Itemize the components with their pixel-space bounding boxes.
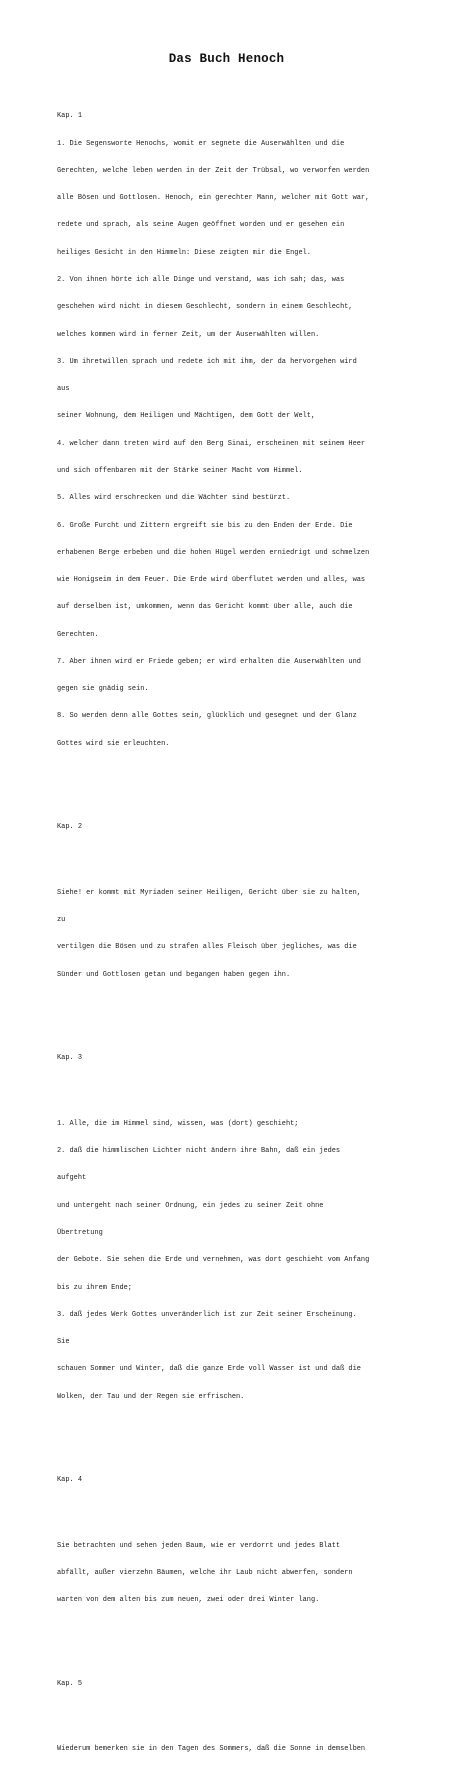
chapter-heading: Kap. 1 (57, 112, 82, 121)
text-line: erhabenen Berge erbeben und die hohen Hügel werden erniedrigt und schmelzen (57, 548, 370, 557)
text-line: aufgeht (57, 1174, 87, 1183)
text-line: 2. Von ihnen hörte ich alle Dinge und verstand, was ich sah; das, was (57, 275, 345, 284)
text-line: aus (57, 385, 70, 394)
chapter-heading: Kap. 3 (57, 1054, 82, 1063)
chapter-heading: Kap. 4 (57, 1476, 82, 1485)
text-line: bis zu ihrem Ende; (57, 1283, 132, 1292)
text-line: Wiederum bemerken sie in den Tagen des Sommers, daß die Sonne in demselben (57, 1745, 366, 1754)
text-line: zu (57, 916, 66, 925)
chapter-heading: Kap. 5 (57, 1680, 82, 1688)
text-line: vertilgen die Bösen und zu strafen alles Fleisch über jegliches, was die (57, 943, 357, 952)
text-line: redete und sprach, als seine Augen geöffnet worden und er gesehen ein (57, 221, 345, 230)
text-line: Wolken, der Tau und der Regen sie erfrischen. (57, 1392, 245, 1401)
text-line: 5. Alles wird erschrecken und die Wächter sind bestürzt. (57, 494, 291, 503)
text-line: geschehen wird nicht in diesem Geschlecht, sondern in einem Geschlecht, (57, 303, 353, 312)
text-line: Sie (57, 1338, 70, 1347)
text-line: alle Bösen und Gottlosen. Henoch, ein gerechter Mann, welcher mit Gott war, (57, 194, 370, 203)
text-line: 8. So werden denn alle Gottes sein, glücklich und gesegnet und der Glanz (57, 712, 357, 721)
text-line: der Gebote. Sie sehen die Erde und vernehmen, was dort geschieht vom Anfang (57, 1256, 370, 1265)
text-line: Sünder und Gottlosen getan und begangen haben gegen ihn. (57, 970, 291, 979)
section-gap (57, 1082, 402, 1102)
text-line: wie Honigseim in dem Feuer. Die Erde wird überflutet werden und alles, was (57, 576, 366, 585)
text-line: welches kommen wird in ferner Zeit, um der Auserwählten willen. (57, 330, 320, 339)
text-line: gegen sie gnädig sein. (57, 685, 149, 694)
text-line: warten von dem alten bis zum neuen, zwei oder drei Winter lang. (57, 1596, 320, 1605)
text-line: abfällt, außer vierzehn Bäumen, welche ihr Laub nicht abwerfen, sondern (57, 1569, 353, 1578)
section-gap (57, 767, 402, 787)
text-line: und sich offenbaren mit der Stärke seiner Macht vom Himmel. (57, 466, 303, 475)
text-line: Übertretung (57, 1228, 103, 1237)
text-line: heiliges Gesicht in den Himmeln: Diese zeigten mir die Engel. (57, 248, 311, 257)
text-line: 2. daß die himmlischen Lichter nicht ändern ihre Bahn, daß ein jedes (57, 1147, 341, 1156)
text-line: seiner Wohnung, dem Heiligen und Mächtigen, dem Gott der Welt, (57, 412, 316, 421)
text-line: 1. Die Segensworte Henochs, womit er segnete die Auserwählten und die (57, 139, 345, 148)
text-line: Gottes wird sie erleuchten. (57, 739, 170, 748)
text-line: und untergeht nach seiner Ordnung, ein jedes zu seiner Zeit ohne (57, 1201, 324, 1210)
section-gap (57, 1707, 402, 1727)
text-line: 3. Um ihretwillen sprach und redete ich mit ihm, der da hervorgehen wird (57, 357, 357, 366)
section-gap (57, 851, 402, 871)
text-line: auf derselben ist, umkommen, wenn das Gericht kommt über alle, auch die (57, 603, 353, 612)
section-gap (57, 1504, 402, 1524)
document-title: Das Buch Henoch (168, 52, 285, 66)
text-line: 4. welcher dann treten wird auf den Berg Sinai, erscheinen mit seinem Heer (57, 439, 366, 448)
section-gap (57, 1624, 402, 1644)
text-line: 3. daß jedes Werk Gottes unveränderlich ist zur Zeit seiner Erscheinung. (57, 1310, 357, 1319)
text-line: 1. Alle, die im Himmel sind, wissen, was (dort) geschieht; (57, 1119, 299, 1128)
text-line: Gerechten. (57, 630, 99, 639)
section-gap (57, 998, 402, 1018)
text-line: 7. Aber ihnen wird er Friede geben; er wird erhalten die Auserwählten und (57, 657, 361, 666)
text-line: Gerechten, welche leben werden in der Zeit der Trübsal, wo verworfen werden (57, 166, 370, 175)
text-line: 6. Große Furcht und Zittern ergreift sie bis zu den Enden der Erde. Die (57, 521, 353, 530)
text-line: schauen Sommer und Winter, daß die ganze Erde voll Wasser ist und daß die (57, 1365, 361, 1374)
text-line: Sie betrachten und sehen jeden Baum, wie er verdorrt und jedes Blatt (57, 1541, 341, 1550)
chapter-heading: Kap. 2 (57, 823, 82, 832)
section-gap (57, 1420, 402, 1440)
text-line: Siehe! er kommt mit Myriaden seiner Heiligen, Gericht über sie zu halten, (57, 888, 361, 897)
document-body (57, 85, 402, 1773)
